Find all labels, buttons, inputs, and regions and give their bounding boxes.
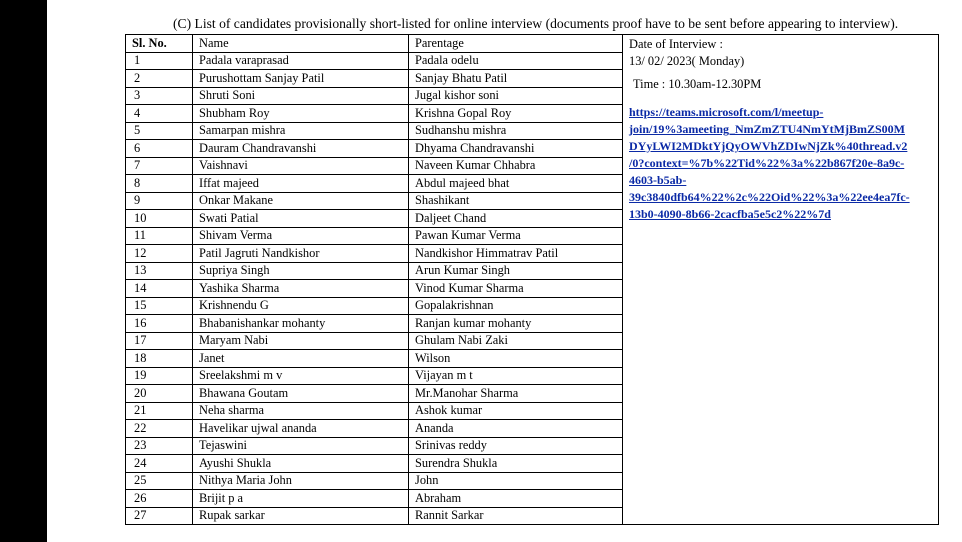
parentage-cell: Arun Kumar Singh: [409, 262, 623, 280]
parentage-cell: Rannit Sarkar: [409, 507, 623, 525]
name-cell: Purushottam Sanjay Patil: [193, 70, 409, 88]
parentage-cell: Sudhanshu mishra: [409, 122, 623, 140]
link-line: join/19%3ameeting_NmZmZTU4NmYtMjBmZS00M: [629, 122, 905, 136]
parentage-cell: Ranjan kumar mohanty: [409, 315, 623, 333]
name-cell: Dauram Chandravanshi: [193, 140, 409, 158]
header-name: Name: [193, 35, 409, 53]
name-cell: Shubham Roy: [193, 105, 409, 123]
name-cell: Yashika Sharma: [193, 280, 409, 298]
sl-no-cell: 10: [126, 210, 193, 228]
sl-no-cell: 2: [126, 70, 193, 88]
parentage-cell: Vijayan m t: [409, 367, 623, 385]
name-cell: Rupak sarkar: [193, 507, 409, 525]
parentage-cell: Ananda: [409, 420, 623, 438]
name-cell: Patil Jagruti Nandkishor: [193, 245, 409, 263]
sl-no-cell: 23: [126, 437, 193, 455]
document-page: [47, 0, 962, 542]
sl-no-cell: 5: [126, 122, 193, 140]
parentage-cell: Abraham: [409, 490, 623, 508]
name-cell: Samarpan mishra: [193, 122, 409, 140]
header-parentage: Parentage: [409, 35, 623, 53]
sl-no-cell: 1: [126, 52, 193, 70]
parentage-cell: Pawan Kumar Verma: [409, 227, 623, 245]
parentage-cell: John: [409, 472, 623, 490]
sl-no-cell: 16: [126, 315, 193, 333]
sl-no-cell: 6: [126, 140, 193, 158]
link-line: 4603-b5ab-: [629, 173, 687, 187]
name-cell: Janet: [193, 350, 409, 368]
parentage-cell: Vinod Kumar Sharma: [409, 280, 623, 298]
interview-time: Time : 10.30am-12.30PM: [633, 77, 762, 91]
sl-no-cell: 25: [126, 472, 193, 490]
sl-no-cell: 3: [126, 87, 193, 105]
parentage-cell: Daljeet Chand: [409, 210, 623, 228]
parentage-cell: Padala odelu: [409, 52, 623, 70]
parentage-cell: Dhyama Chandravanshi: [409, 140, 623, 158]
sl-no-cell: 27: [126, 507, 193, 525]
name-cell: Padala varaprasad: [193, 52, 409, 70]
sl-no-cell: 15: [126, 297, 193, 315]
parentage-cell: Ashok kumar: [409, 402, 623, 420]
sl-no-cell: 22: [126, 420, 193, 438]
sl-no-cell: 21: [126, 402, 193, 420]
parentage-cell: Jugal kishor soni: [409, 87, 623, 105]
header-sl-no: Sl. No.: [126, 35, 193, 53]
name-cell: Ayushi Shukla: [193, 455, 409, 473]
parentage-cell: Mr.Manohar Sharma: [409, 385, 623, 403]
name-cell: Havelikar ujwal ananda: [193, 420, 409, 438]
name-cell: Onkar Makane: [193, 192, 409, 210]
name-cell: Shruti Soni: [193, 87, 409, 105]
parentage-cell: Ghulam Nabi Zaki: [409, 332, 623, 350]
link-line: 13b0-4090-8b66-2cacfba5e5c2%22%7d: [629, 207, 831, 221]
name-cell: Sreelakshmi m v: [193, 367, 409, 385]
name-cell: Shivam Verma: [193, 227, 409, 245]
sl-no-cell: 18: [126, 350, 193, 368]
name-cell: Vaishnavi: [193, 157, 409, 175]
interview-info-cell: [623, 35, 939, 525]
parentage-cell: Abdul majeed bhat: [409, 175, 623, 193]
name-cell: Tejaswini: [193, 437, 409, 455]
parentage-cell: Gopalakrishnan: [409, 297, 623, 315]
sl-no-cell: 12: [126, 245, 193, 263]
candidates-table-body: [126, 35, 939, 525]
sl-no-cell: 24: [126, 455, 193, 473]
interview-date-label: Date of Interview :: [629, 37, 723, 51]
sl-no-cell: 7: [126, 157, 193, 175]
section-heading: (C) List of candidates provisionally short-listed for online interview (documents proof have to be sent before appearing to interview).: [173, 16, 899, 31]
name-cell: Bhabanishankar mohanty: [193, 315, 409, 333]
teams-meeting-link[interactable]: [629, 104, 932, 223]
candidates-table-wrapper: [125, 34, 939, 525]
name-cell: Nithya Maria John: [193, 472, 409, 490]
link-line: 39c3840dfb64%22%2c%22Oid%22%3a%22ee4ea7fc-: [629, 190, 910, 204]
name-cell: Brijit p a: [193, 490, 409, 508]
parentage-cell: Nandkishor Himmatrav Patil: [409, 245, 623, 263]
name-cell: Krishnendu G: [193, 297, 409, 315]
sl-no-cell: 11: [126, 227, 193, 245]
parentage-cell: Shashikant: [409, 192, 623, 210]
name-cell: Neha sharma: [193, 402, 409, 420]
name-cell: Swati Patial: [193, 210, 409, 228]
sl-no-cell: 4: [126, 105, 193, 123]
sl-no-cell: 20: [126, 385, 193, 403]
link-line: DYyLWI2MDktYjQyOWVhZDIwNjZk%40thread.v2: [629, 139, 908, 153]
name-cell: Bhawana Goutam: [193, 385, 409, 403]
parentage-cell: Sanjay Bhatu Patil: [409, 70, 623, 88]
interview-date: 13/ 02/ 2023( Monday): [629, 54, 745, 68]
parentage-cell: Krishna Gopal Roy: [409, 105, 623, 123]
parentage-cell: Surendra Shukla: [409, 455, 623, 473]
name-cell: Maryam Nabi: [193, 332, 409, 350]
parentage-cell: Srinivas reddy: [409, 437, 623, 455]
sl-no-cell: 13: [126, 262, 193, 280]
sl-no-cell: 9: [126, 192, 193, 210]
parentage-cell: Wilson: [409, 350, 623, 368]
name-cell: Supriya Singh: [193, 262, 409, 280]
sl-no-cell: 26: [126, 490, 193, 508]
sl-no-cell: 14: [126, 280, 193, 298]
sl-no-cell: 8: [126, 175, 193, 193]
name-cell: Iffat majeed: [193, 175, 409, 193]
parentage-cell: Naveen Kumar Chhabra: [409, 157, 623, 175]
link-line: https://teams.microsoft.com/l/meetup-: [629, 105, 824, 119]
link-line: /0?context=%7b%22Tid%22%3a%22b867f20e-8a9c-: [629, 156, 905, 170]
table-header-row: [126, 35, 939, 53]
candidates-table: [125, 34, 939, 525]
sl-no-cell: 19: [126, 367, 193, 385]
sl-no-cell: 17: [126, 332, 193, 350]
